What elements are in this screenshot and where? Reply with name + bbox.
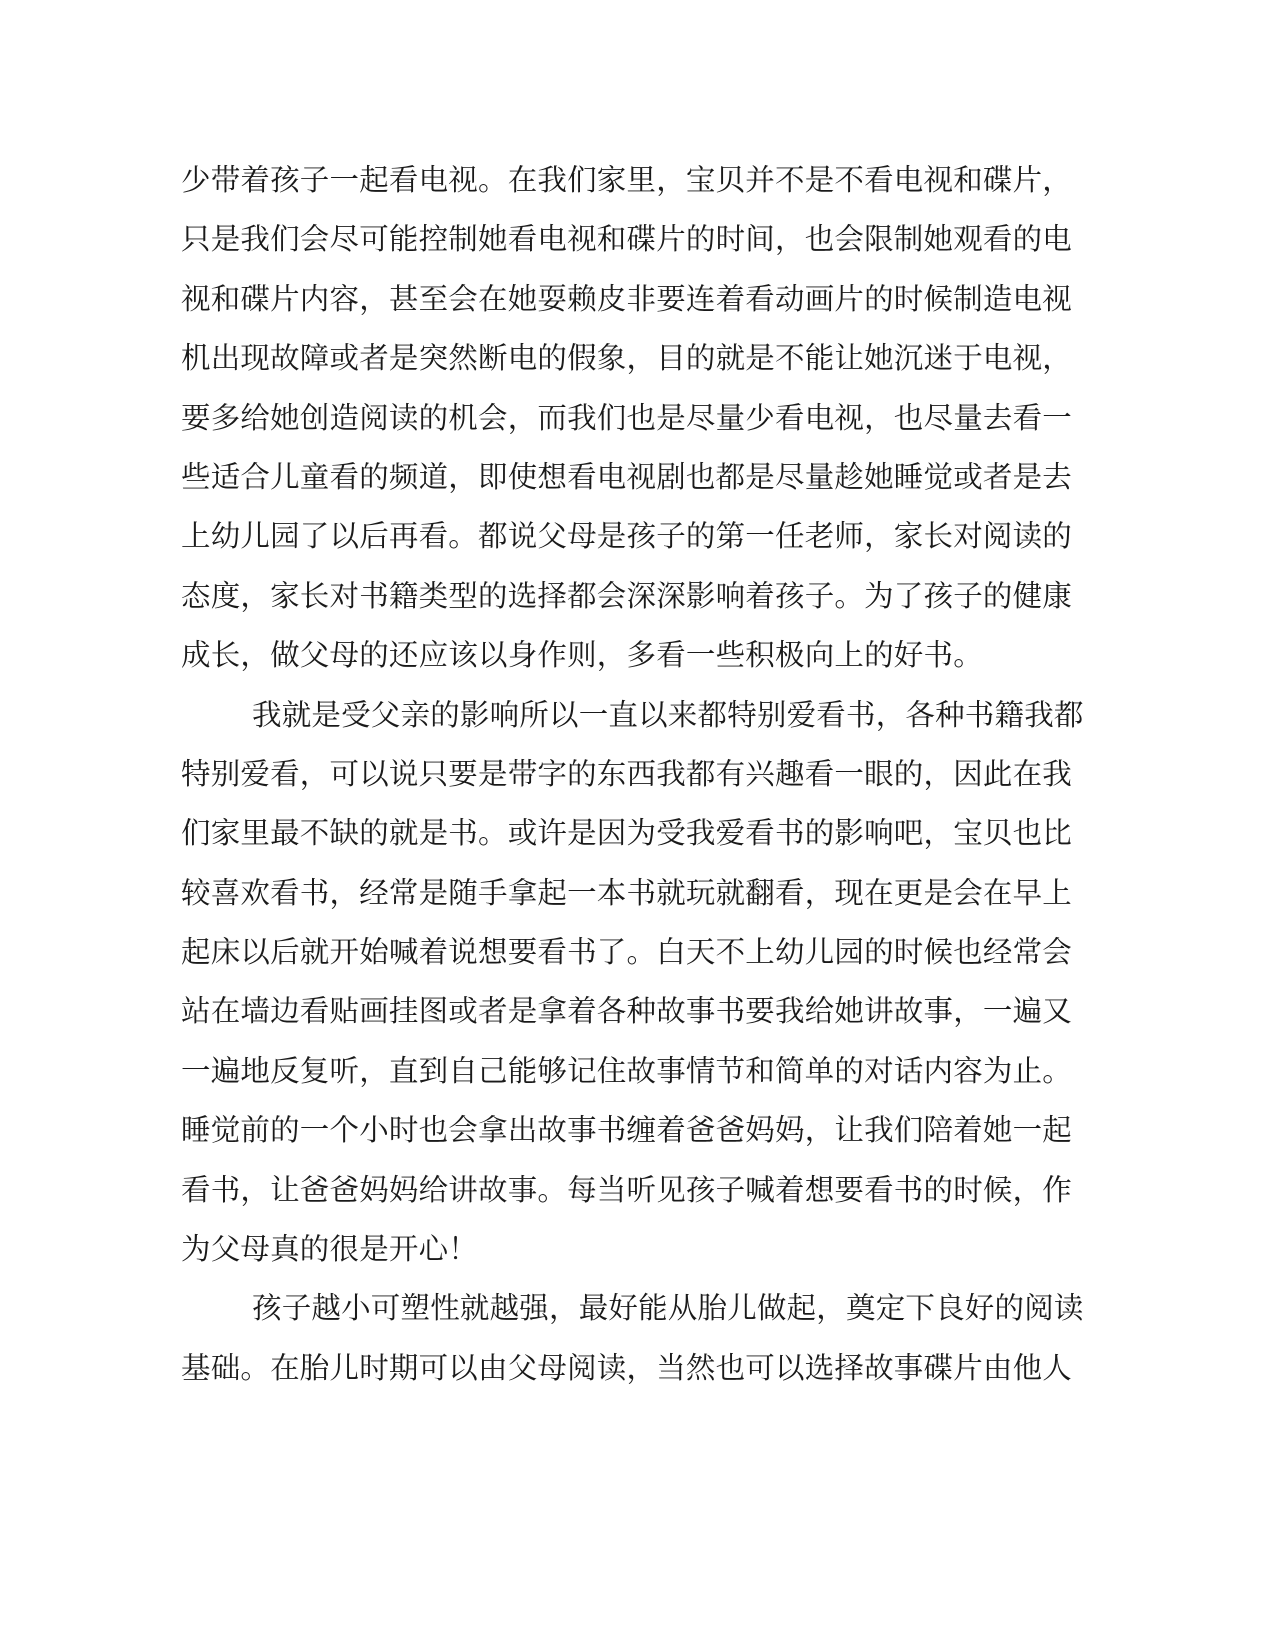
text-line: 们家里最不缺的就是书。或许是因为受我爱看书的影响吧，宝贝也比 — [181, 816, 1073, 851]
text-line: 视和碟片内容，甚至会在她耍赖皮非要连着看动画片的时候制造电视 — [181, 281, 1073, 316]
paragraph-first-line: 我就是受父亲的影响所以一直以来都特别爱看书，各种书籍我都 — [252, 697, 1084, 732]
text-line: 特别爱看，可以说只要是带字的东西我都有兴趣看一眼的，因此在我 — [181, 756, 1073, 791]
text-line: 只是我们会尽可能控制她看电视和碟片的时间，也会限制她观看的电 — [181, 222, 1073, 257]
text-line: 起床以后就开始喊着说想要看书了。白天不上幼儿园的时候也经常会 — [181, 935, 1073, 970]
text-line: 较喜欢看书，经常是随手拿起一本书就玩就翻看，现在更是会在早上 — [181, 875, 1073, 910]
text-line: 成长，做父母的还应该以身作则，多看一些积极向上的好书。 — [181, 638, 983, 673]
text-line: 基础。在胎儿时期可以由父母阅读，当然也可以选择故事碟片由他人 — [181, 1350, 1073, 1385]
text-line: 要多给她创造阅读的机会，而我们也是尽量少看电视，也尽量去看一 — [181, 400, 1073, 435]
text-line: 少带着孩子一起看电视。在我们家里，宝贝并不是不看电视和碟片， — [181, 163, 1073, 197]
text-line: 一遍地反复听，直到自己能够记住故事情节和简单的对话内容为止。 — [181, 1053, 1073, 1088]
body-text — [181, 160, 1084, 1407]
text-line: 态度，家长对书籍类型的选择都会深深影响着孩子。为了孩子的健康 — [181, 578, 1073, 613]
text-line: 站在墙边看贴画挂图或者是拿着各种故事书要我给她讲故事，一遍又 — [181, 994, 1073, 1029]
text-line: 些适合儿童看的频道，即使想看电视剧也都是尽量趁她睡觉或者是去 — [181, 459, 1073, 494]
text-line: 看书，让爸爸妈妈给讲故事。每当听见孩子喊着想要看书的时候，作 — [181, 1172, 1073, 1207]
text-line: 上幼儿园了以后再看。都说父母是孩子的第一任老师，家长对阅读的 — [181, 519, 1073, 554]
text-line: 睡觉前的一个小时也会拿出故事书缠着爸爸妈妈，让我们陪着她一起 — [181, 1113, 1073, 1148]
text-line: 机出现故障或者是突然断电的假象，目的就是不能让她沉迷于电视， — [181, 341, 1073, 376]
text-line: 为父母真的很是开心！ — [181, 1232, 479, 1267]
paragraph-first-line: 孩子越小可塑性就越强，最好能从胎儿做起，奠定下良好的阅读 — [252, 1291, 1084, 1326]
